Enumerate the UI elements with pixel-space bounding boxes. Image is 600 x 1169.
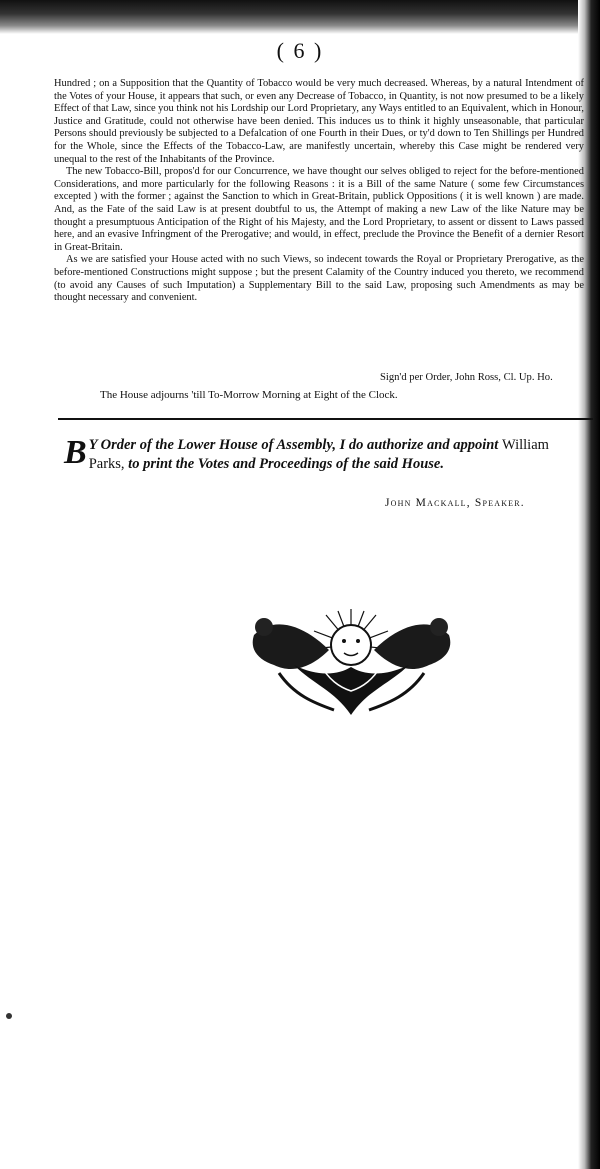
order-text-1: Y Order of the Lower House of Assembly, I do authorize and appoint	[88, 437, 502, 453]
signature-line: Sign'd per Order, John Ross, Cl. Up. Ho.	[380, 372, 553, 383]
body-text	[54, 78, 584, 305]
ink-speck-icon	[4, 1010, 14, 1022]
sun-face-ornament-icon	[234, 605, 469, 720]
order-text-2: to print the Votes and Proceedings of the said House.	[124, 456, 444, 472]
adjourn-line: The House adjourns 'till To-Morrow Morning at Eight of the Clock.	[100, 389, 398, 401]
divider-rule	[58, 418, 593, 420]
paragraph-1: Hundred ; on a Supposition that the Quantity of Tobacco would be very much decreased. Whereas, by a natural Intendment of the Votes of your House, it appears that such, or even any Decrease of Tobacco, in Quantity, is not now presumed to be a likely Effect of that Law, since you think not his Lordship our Lord Proprietary, any Ways entitled to an Equivalent, which in Honour, Justice and Gratitude, could not otherwise have been denied. This induces us to think it highly unseasonable, that particular Persons should previously be subjected to a Defalcation of one Fourth in their Dues, or ty'd down to Ten Shillings per Hundred for the Whole, since the Effects of the Tobacco-Law, are manifestly uncertain, whereby this Case might be rendered very unequal to the rest of the Inhabitants of the Province.	[54, 78, 584, 165]
drop-cap: B	[64, 434, 87, 471]
paragraph-2: The new Tobacco-Bill, propos'd for our Concurrence, we have thought our selves obliged to reject for the before-mentioned Considerations, and more particularly for the following Reasons : it is a Bill of the same Nature ( some few Circumstances excepted ) with the former ; against the Sanction to which in Great-Britain, publick Oppositions ( it is well known ) are made. And, as the Fate of the said Law is at present doubtful to us, the Attempt of making a new Law of the like Nature may be thought a presumptuous Anticipation of the Right of his Majesty, and the Lord Proprietary, to assent or dissent to Laws passed here, and an evasive Infringment of the Prerogative; and would, in effect, preclude the Province the Benefit of a dernier Resort in Great-Britain.	[54, 166, 584, 253]
paragraph-3: As we are satisfied your House acted with no such Views, so indecent towards the Royal or Proprietary Prerogative, as the before-mentioned Constructions might suppose ; but the present Calamity of the Country induced you thereto, we recommend (to avoid any Causes of such Imputation) a Supplementary Bill to the said Law, proposing such Amendments as may be thought necessary and convenient.	[54, 254, 584, 304]
order-of-house	[64, 436, 584, 474]
speaker-signature: John Mackall, Speaker.	[385, 497, 525, 509]
page-number: ( 6 )	[276, 38, 324, 63]
page-top-edge	[0, 0, 600, 34]
printer-name: William Parks,	[88, 437, 549, 472]
